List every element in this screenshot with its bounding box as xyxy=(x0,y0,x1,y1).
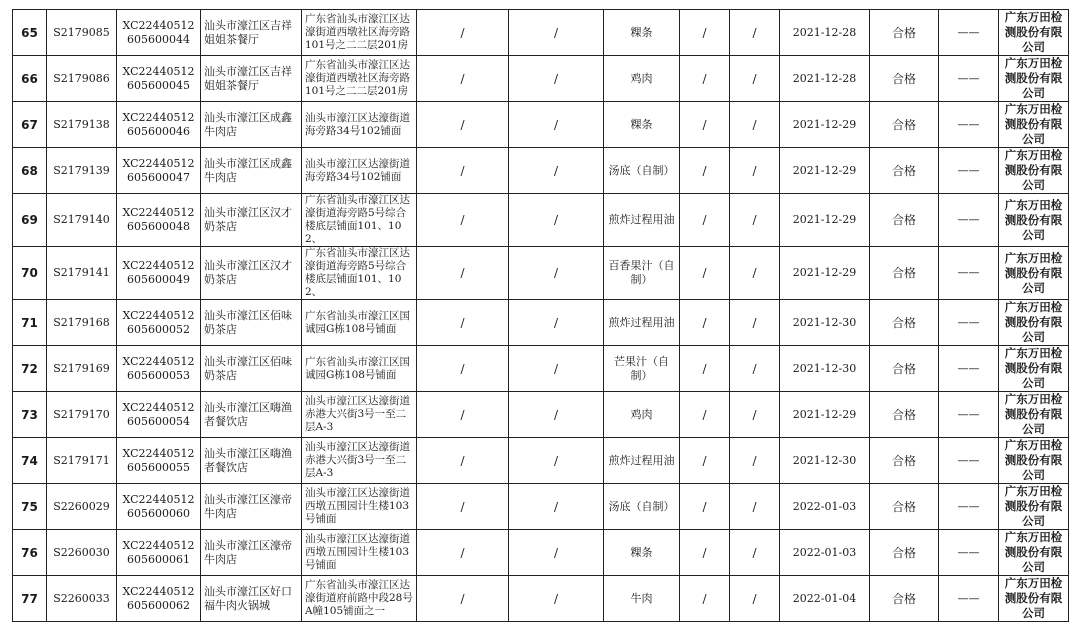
specification: / xyxy=(680,194,730,247)
food-name: 鸡肉 xyxy=(604,56,680,102)
table-row xyxy=(13,392,1069,438)
manufacturer-name: / xyxy=(417,576,509,622)
row-number: 70 xyxy=(13,247,47,300)
manufacturer-name: / xyxy=(417,346,509,392)
row-number: 75 xyxy=(13,484,47,530)
sample-code: S2179085 xyxy=(47,10,117,56)
report-number: XC22440512605600045 xyxy=(117,56,201,102)
inspection-result: 合格 xyxy=(870,300,939,346)
specification: / xyxy=(680,530,730,576)
trademark: / xyxy=(730,194,780,247)
report-number: XC22440512605600052 xyxy=(117,300,201,346)
trademark: / xyxy=(730,484,780,530)
manufacturer-address: / xyxy=(509,194,604,247)
sample-code: S2179169 xyxy=(47,346,117,392)
manufacturer-address: / xyxy=(509,346,604,392)
sampled-unit-address: 汕头市濠江区达濠街道赤港大兴街3号一至二层A-3 xyxy=(302,392,417,438)
table-row xyxy=(13,10,1069,56)
production-date: 2021-12-28 xyxy=(780,10,870,56)
inspection-result: 合格 xyxy=(870,484,939,530)
food-name: 煎炸过程用油 xyxy=(604,438,680,484)
sampled-unit-name: 汕头市濠江区嗨渔者餐饮店 xyxy=(201,392,302,438)
sampled-unit-name: 汕头市濠江区佰味奶茶店 xyxy=(201,346,302,392)
inspection-result: 合格 xyxy=(870,102,939,148)
report-number: XC22440512605600044 xyxy=(117,10,201,56)
manufacturer-address: / xyxy=(509,148,604,194)
specification: / xyxy=(680,484,730,530)
testing-organization: 广东万田检测股份有限公司 xyxy=(999,392,1069,438)
testing-organization: 广东万田检测股份有限公司 xyxy=(999,10,1069,56)
trademark: / xyxy=(730,438,780,484)
manufacturer-address: / xyxy=(509,300,604,346)
specification: / xyxy=(680,438,730,484)
row-number: 65 xyxy=(13,10,47,56)
table-body xyxy=(13,10,1069,622)
inspection-result: 合格 xyxy=(870,194,939,247)
specification: / xyxy=(680,102,730,148)
testing-organization: 广东万田检测股份有限公司 xyxy=(999,438,1069,484)
row-number: 69 xyxy=(13,194,47,247)
inspection-result: 合格 xyxy=(870,530,939,576)
sampled-unit-name: 汕头市濠江区好口福牛肉火锅城 xyxy=(201,576,302,622)
testing-organization: 广东万田检测股份有限公司 xyxy=(999,346,1069,392)
manufacturer-name: / xyxy=(417,102,509,148)
sample-code: S2179171 xyxy=(47,438,117,484)
report-number: XC22440512605600060 xyxy=(117,484,201,530)
inspection-result: 合格 xyxy=(870,247,939,300)
testing-organization: 广东万田检测股份有限公司 xyxy=(999,530,1069,576)
row-number: 68 xyxy=(13,148,47,194)
specification: / xyxy=(680,10,730,56)
manufacturer-address: / xyxy=(509,102,604,148)
sample-code: S2260030 xyxy=(47,530,117,576)
report-number: XC22440512605600055 xyxy=(117,438,201,484)
remark: —— xyxy=(939,576,999,622)
table-row xyxy=(13,56,1069,102)
manufacturer-address: / xyxy=(509,530,604,576)
production-date: 2021-12-29 xyxy=(780,102,870,148)
sampled-unit-name: 汕头市濠江区佰味奶茶店 xyxy=(201,300,302,346)
report-number: XC22440512605600053 xyxy=(117,346,201,392)
production-date: 2021-12-29 xyxy=(780,247,870,300)
manufacturer-name: / xyxy=(417,392,509,438)
remark: —— xyxy=(939,346,999,392)
production-date: 2021-12-30 xyxy=(780,438,870,484)
sampled-unit-name: 汕头市濠江区嗨渔者餐饮店 xyxy=(201,438,302,484)
sample-code: S2179140 xyxy=(47,194,117,247)
production-date: 2021-12-29 xyxy=(780,392,870,438)
manufacturer-address: / xyxy=(509,438,604,484)
trademark: / xyxy=(730,530,780,576)
sampled-unit-name: 汕头市濠江区成鑫牛肉店 xyxy=(201,102,302,148)
trademark: / xyxy=(730,392,780,438)
sample-code: S2260033 xyxy=(47,576,117,622)
testing-organization: 广东万田检测股份有限公司 xyxy=(999,247,1069,300)
production-date: 2022-01-03 xyxy=(780,484,870,530)
trademark: / xyxy=(730,576,780,622)
remark: —— xyxy=(939,102,999,148)
production-date: 2021-12-30 xyxy=(780,300,870,346)
sampled-unit-address: 汕头市濠江区达濠街道海旁路34号102铺面 xyxy=(302,102,417,148)
row-number: 67 xyxy=(13,102,47,148)
manufacturer-name: / xyxy=(417,194,509,247)
remark: —— xyxy=(939,194,999,247)
trademark: / xyxy=(730,148,780,194)
inspection-result: 合格 xyxy=(870,10,939,56)
sampled-unit-address: 汕头市濠江区达濠街道西墩五围园计生楼103号铺面 xyxy=(302,484,417,530)
trademark: / xyxy=(730,247,780,300)
manufacturer-address: / xyxy=(509,576,604,622)
trademark: / xyxy=(730,102,780,148)
specification: / xyxy=(680,576,730,622)
manufacturer-address: / xyxy=(509,56,604,102)
food-name: 百香果汁（自制） xyxy=(604,247,680,300)
sampled-unit-name: 汕头市濠江区汉才奶茶店 xyxy=(201,194,302,247)
food-name: 芒果汁（自制） xyxy=(604,346,680,392)
manufacturer-name: / xyxy=(417,148,509,194)
sample-code: S2179139 xyxy=(47,148,117,194)
sampled-unit-name: 汕头市濠江区吉祥姐姐茶餐厅 xyxy=(201,10,302,56)
manufacturer-address: / xyxy=(509,484,604,530)
remark: —— xyxy=(939,530,999,576)
specification: / xyxy=(680,56,730,102)
remark: —— xyxy=(939,438,999,484)
sampled-unit-address: 汕头市濠江区达濠街道海旁路34号102铺面 xyxy=(302,148,417,194)
testing-organization: 广东万田检测股份有限公司 xyxy=(999,102,1069,148)
food-name: 汤底（自制） xyxy=(604,484,680,530)
manufacturer-name: / xyxy=(417,484,509,530)
sampled-unit-name: 汕头市濠江区吉祥姐姐茶餐厅 xyxy=(201,56,302,102)
table-row xyxy=(13,247,1069,300)
manufacturer-name: / xyxy=(417,530,509,576)
report-number: XC22440512605600048 xyxy=(117,194,201,247)
report-number: XC22440512605600047 xyxy=(117,148,201,194)
production-date: 2021-12-30 xyxy=(780,346,870,392)
sampled-unit-name: 汕头市濠江区濠帝牛肉店 xyxy=(201,484,302,530)
food-name: 煎炸过程用油 xyxy=(604,194,680,247)
testing-organization: 广东万田检测股份有限公司 xyxy=(999,484,1069,530)
row-number: 77 xyxy=(13,576,47,622)
testing-organization: 广东万田检测股份有限公司 xyxy=(999,300,1069,346)
table-row xyxy=(13,438,1069,484)
sampled-unit-address: 广东省汕头市濠江区国诚园G栋108号铺面 xyxy=(302,346,417,392)
testing-organization: 广东万田检测股份有限公司 xyxy=(999,576,1069,622)
food-name: 汤底（自制） xyxy=(604,148,680,194)
sampled-unit-address: 汕头市濠江区达濠街道赤港大兴街3号一至二层A-3 xyxy=(302,438,417,484)
inspection-result: 合格 xyxy=(870,56,939,102)
remark: —— xyxy=(939,392,999,438)
table-row xyxy=(13,346,1069,392)
remark: —— xyxy=(939,300,999,346)
remark: —— xyxy=(939,247,999,300)
remark: —— xyxy=(939,10,999,56)
inspection-result: 合格 xyxy=(870,392,939,438)
sample-code: S2179170 xyxy=(47,392,117,438)
table-row xyxy=(13,530,1069,576)
inspection-results-table xyxy=(12,9,1069,622)
sample-code: S2179086 xyxy=(47,56,117,102)
row-number: 71 xyxy=(13,300,47,346)
trademark: / xyxy=(730,10,780,56)
manufacturer-name: / xyxy=(417,247,509,300)
table-row xyxy=(13,102,1069,148)
specification: / xyxy=(680,148,730,194)
table-row xyxy=(13,300,1069,346)
sampled-unit-address: 广东省汕头市濠江区达濠街道海旁路5号综合楼底层铺面101、102、 xyxy=(302,194,417,247)
report-number: XC22440512605600046 xyxy=(117,102,201,148)
food-name: 粿条 xyxy=(604,10,680,56)
sampled-unit-address: 广东省汕头市濠江区达濠街道海旁路5号综合楼底层铺面101、102、 xyxy=(302,247,417,300)
production-date: 2022-01-04 xyxy=(780,576,870,622)
row-number: 72 xyxy=(13,346,47,392)
manufacturer-address: / xyxy=(509,247,604,300)
table-row xyxy=(13,148,1069,194)
testing-organization: 广东万田检测股份有限公司 xyxy=(999,148,1069,194)
testing-organization: 广东万田检测股份有限公司 xyxy=(999,56,1069,102)
remark: —— xyxy=(939,484,999,530)
row-number: 66 xyxy=(13,56,47,102)
specification: / xyxy=(680,392,730,438)
testing-organization: 广东万田检测股份有限公司 xyxy=(999,194,1069,247)
manufacturer-name: / xyxy=(417,300,509,346)
report-number: XC22440512605600062 xyxy=(117,576,201,622)
sample-code: S2179141 xyxy=(47,247,117,300)
food-name: 粿条 xyxy=(604,530,680,576)
report-number: XC22440512605600061 xyxy=(117,530,201,576)
remark: —— xyxy=(939,56,999,102)
row-number: 74 xyxy=(13,438,47,484)
sample-code: S2179168 xyxy=(47,300,117,346)
sample-code: S2260029 xyxy=(47,484,117,530)
sampled-unit-address: 广东省汕头市濠江区国诚园G栋108号铺面 xyxy=(302,300,417,346)
production-date: 2021-12-29 xyxy=(780,148,870,194)
production-date: 2021-12-29 xyxy=(780,194,870,247)
sample-code: S2179138 xyxy=(47,102,117,148)
trademark: / xyxy=(730,346,780,392)
inspection-result: 合格 xyxy=(870,148,939,194)
specification: / xyxy=(680,247,730,300)
manufacturer-address: / xyxy=(509,392,604,438)
inspection-result: 合格 xyxy=(870,346,939,392)
specification: / xyxy=(680,300,730,346)
manufacturer-name: / xyxy=(417,438,509,484)
production-date: 2021-12-28 xyxy=(780,56,870,102)
sampled-unit-address: 汕头市濠江区达濠街道西墩五围园计生楼103号铺面 xyxy=(302,530,417,576)
inspection-result: 合格 xyxy=(870,438,939,484)
food-name: 粿条 xyxy=(604,102,680,148)
food-name: 牛肉 xyxy=(604,576,680,622)
remark: —— xyxy=(939,148,999,194)
table-row xyxy=(13,194,1069,247)
report-number: XC22440512605600054 xyxy=(117,392,201,438)
sampled-unit-name: 汕头市濠江区成鑫牛肉店 xyxy=(201,148,302,194)
inspection-result: 合格 xyxy=(870,576,939,622)
manufacturer-address: / xyxy=(509,10,604,56)
manufacturer-name: / xyxy=(417,10,509,56)
table-row xyxy=(13,576,1069,622)
specification: / xyxy=(680,346,730,392)
sampled-unit-address: 广东省汕头市濠江区达濠街道府前路中段28号A幢105铺面之一 xyxy=(302,576,417,622)
sampled-unit-name: 汕头市濠江区濠帝牛肉店 xyxy=(201,530,302,576)
report-number: XC22440512605600049 xyxy=(117,247,201,300)
trademark: / xyxy=(730,300,780,346)
food-name: 鸡肉 xyxy=(604,392,680,438)
food-name: 煎炸过程用油 xyxy=(604,300,680,346)
row-number: 73 xyxy=(13,392,47,438)
row-number: 76 xyxy=(13,530,47,576)
trademark: / xyxy=(730,56,780,102)
production-date: 2022-01-03 xyxy=(780,530,870,576)
sampled-unit-address: 广东省汕头市濠江区达濠街道西墩社区海旁路101号之二二层201房 xyxy=(302,56,417,102)
sampled-unit-address: 广东省汕头市濠江区达濠街道西墩社区海旁路101号之二二层201房 xyxy=(302,10,417,56)
sampled-unit-name: 汕头市濠江区汉才奶茶店 xyxy=(201,247,302,300)
inspection-results-table-container xyxy=(12,9,1069,622)
manufacturer-name: / xyxy=(417,56,509,102)
table-row xyxy=(13,484,1069,530)
